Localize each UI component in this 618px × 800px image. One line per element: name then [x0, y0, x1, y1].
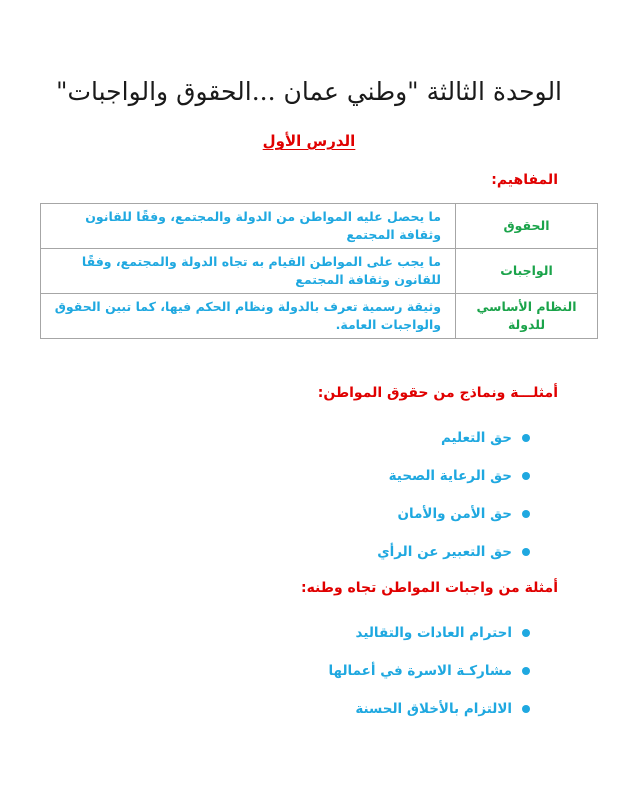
bullet-icon — [522, 705, 530, 713]
term-cell: الحقوق — [456, 204, 598, 249]
definition-cell: ما يجب على المواطن القيام به تجاه الدولة والمجتمع، وفقًا للقانون وثقافة المجتمع — [41, 249, 456, 294]
list-item-text: حق التعبير عن الرأي — [377, 544, 512, 560]
rights-list — [377, 419, 530, 571]
unit-title: الوحدة الثالثة "وطني عمان ...الحقوق والواجبات" — [55, 77, 563, 106]
bullet-icon — [522, 472, 530, 480]
table-row — [41, 249, 598, 294]
list-item — [377, 419, 530, 457]
rights-examples-heading: أمثلـــة ونماذج من حقوق المواطن: — [317, 385, 558, 401]
lesson-title — [0, 130, 618, 152]
duties-examples-heading: أمثلة من واجبات المواطن تجاه وطنه: — [300, 580, 558, 596]
definition-cell: وثيقة رسمية تعرف بالدولة ونظام الحكم فيها، كما تبين الحقوق والواجبات العامة. — [41, 294, 456, 339]
list-item — [377, 533, 530, 571]
list-item — [328, 614, 530, 652]
list-item — [377, 495, 530, 533]
table-row — [41, 204, 598, 249]
bullet-icon — [522, 548, 530, 556]
concepts-heading: المفاهيم: — [491, 172, 558, 188]
list-item — [377, 457, 530, 495]
list-item-text: حق التعليم — [440, 430, 512, 446]
definition-cell: ما يحصل عليه المواطن من الدولة والمجتمع، وفقًا للقانون وثقافة المجتمع — [41, 204, 456, 249]
list-item-text: الالتزام بالأخلاق الحسنة — [355, 701, 512, 717]
lesson-title-text: الدرس الأول — [262, 132, 356, 150]
table-row — [41, 294, 598, 339]
bullet-icon — [522, 434, 530, 442]
list-item-text: مشاركـة الاسرة في أعمالها — [328, 663, 512, 679]
list-item — [328, 690, 530, 728]
bullet-icon — [522, 667, 530, 675]
term-cell: النظام الأساسي للدولة — [456, 294, 598, 339]
list-item-text: حق الرعاية الصحية — [388, 468, 512, 484]
bullet-icon — [522, 510, 530, 518]
concepts-table — [40, 203, 598, 339]
list-item — [328, 652, 530, 690]
bullet-icon — [522, 629, 530, 637]
list-item-text: احترام العادات والتقاليد — [355, 625, 512, 641]
list-item-text: حق الأمن والأمان — [397, 506, 512, 522]
duties-list — [328, 614, 530, 728]
term-cell: الواجبات — [456, 249, 598, 294]
